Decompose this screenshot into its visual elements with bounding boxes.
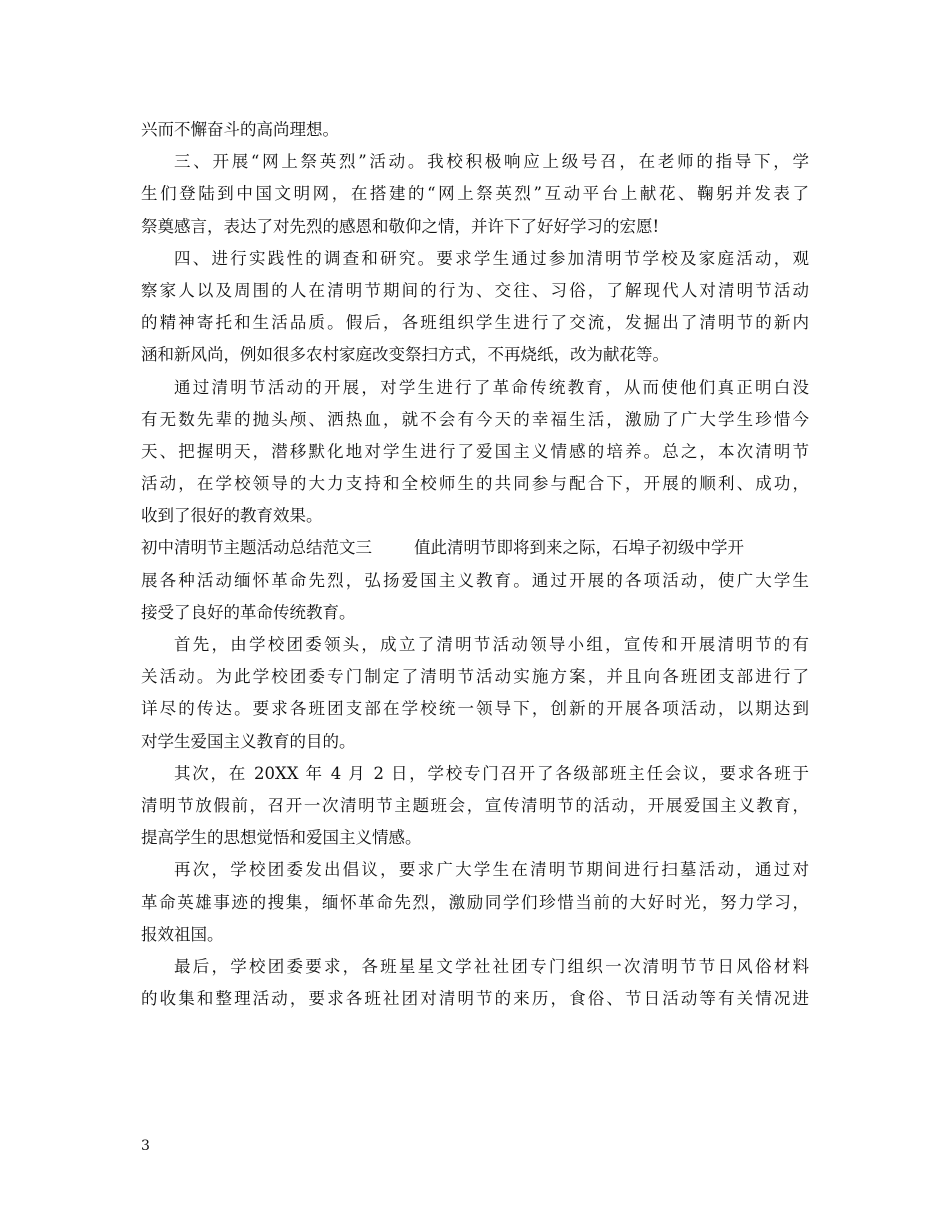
text-line: 的收集和整理活动，要求各班社团对清明节的来历，食俗、节日活动等有关情况进 — [141, 989, 809, 1009]
text-line: 有无数先辈的抛头颅、洒热血，就不会有今天的幸福生活，激励了广大学生珍惜今 — [141, 409, 809, 429]
section-first-line-text: 值此清明节即将到来之际，石埠子初级中学开 — [414, 538, 744, 558]
text-line: 对学生爱国主义教育的目的。 — [141, 731, 356, 751]
text-line: 活动，在学校领导的大力支持和全校师生的共同参与配合下，开展的顺利、成功， — [141, 474, 809, 494]
text-line: 最后，学校团委要求，各班星星文学社社团专门组织一次清明节节日风俗材料 — [174, 956, 809, 976]
text-line: 通过清明节活动的开展，对学生进行了革命传统教育，从而使他们真正明白没 — [174, 377, 809, 397]
text-line: 四、进行实践性的调查和研究。要求学生通过参加清明节学校及家庭活动，观 — [174, 248, 809, 268]
text-line: 的精神寄托和生活品质。假后，各班组织学生进行了交流，发掘出了清明节的新内 — [141, 313, 809, 333]
text-line: 涵和新风尚，例如很多农村家庭改变祭扫方式，不再烧纸，改为献花等。 — [141, 345, 669, 365]
text-line: 展各种活动缅怀革命先烈，弘扬爱国主义教育。通过开展的各项活动，使广大学生 — [141, 570, 809, 590]
text-line: 察家人以及周围的人在清明节期间的行为、交往、习俗，了解现代人对清明节活动 — [141, 280, 809, 300]
text-line: 天、把握明天，潜移默化地对学生进行了爱国主义情感的培养。总之，本次清明节 — [141, 441, 809, 461]
text-line: 再次，学校团委发出倡议，要求广大学生在清明节期间进行扫墓活动，通过对 — [174, 860, 809, 880]
text-line: 提高学生的思想觉悟和爱国主义情感。 — [141, 828, 422, 848]
document-body — [141, 114, 809, 1015]
text-line: 革命英雄事迹的搜集，缅怀革命先烈，激励同学们珍惜当前的大好时光，努力学习， — [141, 892, 809, 912]
text-line: 接受了良好的革命传统教育。 — [141, 602, 356, 622]
text-line: 生们登陆到中国文明网，在搭建的“网上祭英烈”互动平台上献花、鞠躬并发表了 — [141, 184, 809, 204]
text-line: 首先，由学校团委领头，成立了清明节活动领导小组，宣传和开展清明节的有 — [174, 635, 809, 654]
text-line: 清明节放假前，召开一次清明节主题班会，宣传清明节的活动，开展爱国主义教育， — [141, 795, 809, 815]
text-line: 兴而不懈奋斗的高尚理想。 — [141, 120, 339, 139]
text-line: 祭奠感言，表达了对先烈的感恩和敬仰之情，并许下了好好学习的宏愿! — [141, 216, 660, 236]
section-heading: 初中清明节主题活动总结范文三 — [141, 538, 372, 558]
text-line: 其次，在 20XX 年 4 月 2 日，学校专门召开了各级部班主任会议，要求各班于 — [174, 763, 809, 783]
text-line: 报效祖国。 — [141, 924, 224, 944]
text-line: 收到了很好的教育效果。 — [141, 506, 323, 526]
text-line: 三、开展“网上祭英烈”活动。我校积极响应上级号召，在老师的指导下，学 — [174, 152, 809, 172]
section-line — [141, 532, 809, 564]
text-line: 关活动。为此学校团委专门制定了清明节活动实施方案，并且向各班团支部进行了 — [141, 667, 809, 687]
text-line: 详尽的传达。要求各班团支部在学校统一领导下，创新的开展各项活动，以期达到 — [141, 699, 809, 719]
page-number: 3 — [141, 1138, 150, 1154]
